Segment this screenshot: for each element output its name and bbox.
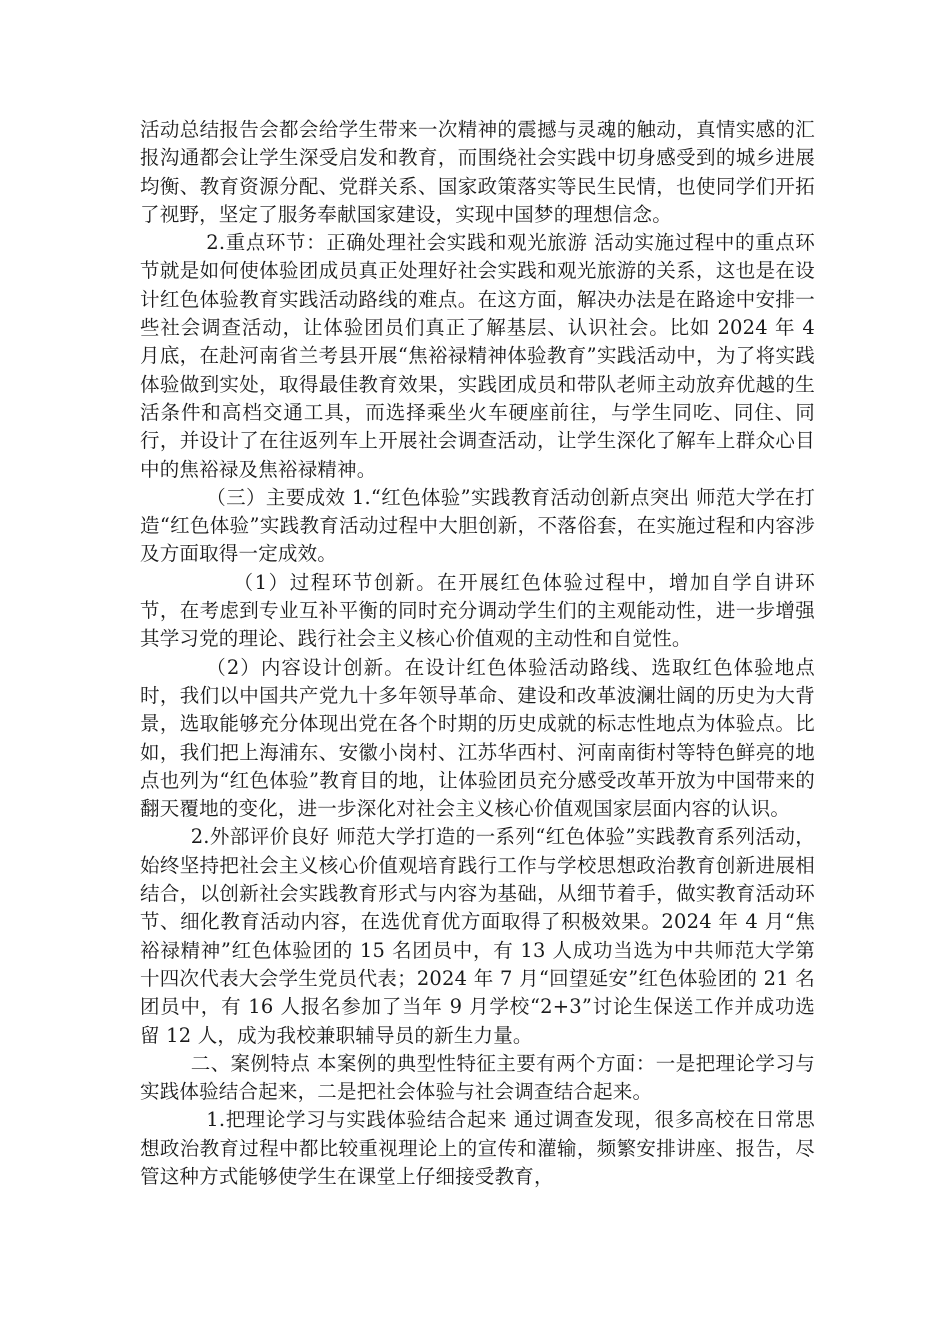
paragraph-case-features: 二、案例特点 本案例的典型性特征主要有两个方面：一是把理论学习与实践体验结合起来，二是把社会体验与社会调查结合起来。 [140, 1051, 815, 1104]
paragraph-process-innovation: （1）过程环节创新。在开展红色体验过程中，增加自学自讲环节，在考虑到专业互补平衡的同时充分调动学生们的主观能动性，进一步增强其学习党的理论、践行社会主义核心价值观的主动性和自觉性。 [140, 570, 815, 651]
paragraph-main-results: （三）主要成效 1.“红色体验”实践教育活动创新点突出 师范大学在打造“红色体验”实践教育活动过程中大胆创新，不落俗套，在实施过程和内容涉及方面取得一定成效。 [140, 485, 815, 566]
paragraph-key-link: 2.重点环节：正确处理社会实践和观光旅游 活动实施过程中的重点环节就是如何使体验团成员真正处理好社会实践和观光旅游的关系，这也是在设计红色体验教育实践活动路线的难点。在这方面，解决办法是在路途中安排一些社会调查活动，让体验团员们真正了解基层、认识社会。比如 2024 年 4 月底，在赴河南省兰考县开展“焦裕禄精神体验教育”实践活动中，为了将实践体验做到实处，取得最佳教育效果，实践团成员和带队老师主动放弃优越的生活条件和高档交通工具，而选择乘坐火车硬座前往，与学生同吃、同住、同行，并设计了在往返列车上开展社会调查活动，让学生深化了解车上群众心目中的焦裕禄及焦裕禄精神。 [140, 231, 815, 481]
paragraph-summary-report: 活动总结报告会都会给学生带来一次精神的震撼与灵魂的触动，真情实感的汇报沟通都会让学生深受启发和教育，而围绕社会实践中切身感受到的城乡进展均衡、教育资源分配、党群关系、国家政策落实等民生民情，也使同学们开拓了视野，坚定了服务奉献国家建设，实现中国梦的理想信念。 [140, 118, 815, 226]
document-body [140, 116, 815, 1191]
paragraph-theory-practice: 1.把理论学习与实践体验结合起来 通过调查发现，很多高校在日常思想政治教育过程中都比较重视理论上的宣传和灌输，频繁安排讲座、报告，尽管这种方式能够使学生在课堂上仔细接受教育， [140, 1108, 815, 1188]
paragraph-content-innovation: （2）内容设计创新。在设计红色体验活动路线、选取红色体验地点时，我们以中国共产党九十多年领导革命、建设和改革波澜壮阔的历史为大背景，选取能够充分体现出党在各个时期的历史成就的标志性地点为体验点。比如，我们把上海浦东、安徽小岗村、江苏华西村、河南南街村等特色鲜亮的地点也列为“红色体验”教育目的地，让体验团员充分感受改革开放为中国带来的翻天覆地的变化，进一步深化对社会主义核心价值观国家层面内容的认识。 [140, 655, 815, 821]
paragraph-external-evaluation: 2.外部评价良好 师范大学打造的一系列“红色体验”实践教育系列活动，始终坚持把社会主义核心价值观培育践行工作与学校思想政治教育创新进展相结合，以创新社会实践教育形式与内容为基础，从细节着手，做实教育活动环节、细化教育活动内容，在选优育优方面取得了积极效果。2024 年 4 月“焦裕禄精神”红色体验团的 15 名团员中，有 13 人成功当选为中共师范大学第十四次代表大会学生党员代表；2024 年 7 月“回望延安”红色体验团的 21 名团员中，有 16 人报名参加了当年 9 月学校“2+3”讨论生保送工作并成功选留 12 人，成为我校兼职辅导员的新生力量。 [140, 825, 815, 1047]
